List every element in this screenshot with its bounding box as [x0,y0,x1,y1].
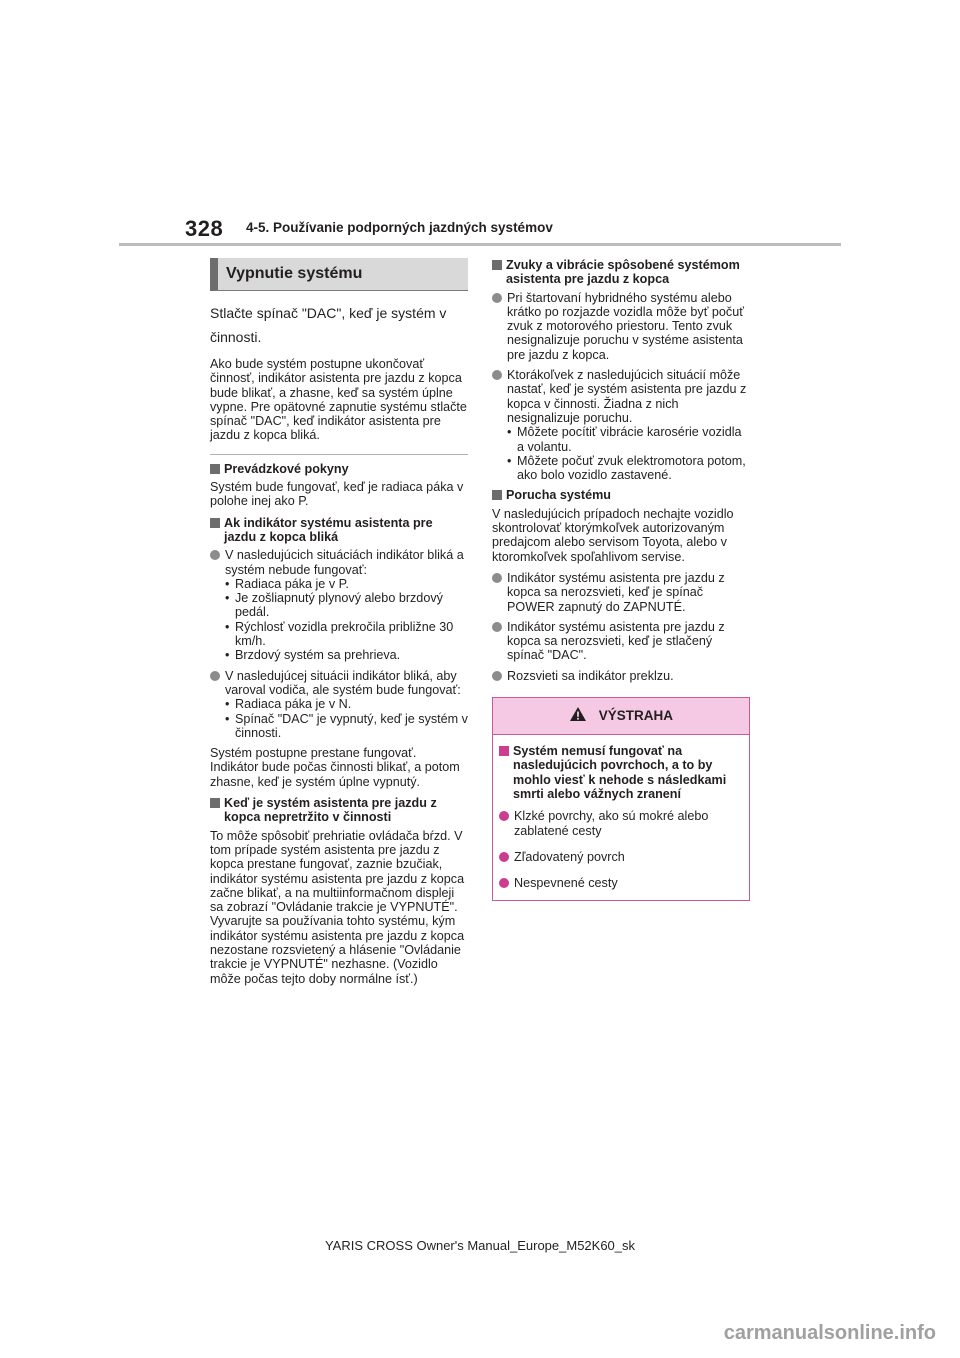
circle-bullet-icon [210,550,220,560]
square-bullet-icon [210,464,220,474]
footer-manual-id: YARIS CROSS Owner's Manual_Europe_M52K60_sk [324,1238,636,1253]
dash-item: • Brzdový systém sa prehrieva. [225,648,401,663]
circle-bullet-icon [492,370,502,380]
bullet-item: Ktorákoľvek z nasledujúcich situácií môže nastať, keď je systém asistenta pre jazdu z kopca v činnosti. Žiadna z nich nesignalizuje poruchu. • Môžete pocítiť vibrácie karosérie vozidla a volantu. • Môžete počuť zvuk elektromotora potom, ako bolo vozidlo zastavené. [492,368,750,482]
paragraph: Systém bude fungovať, keď je radiaca páka v polohe inej ako P. [210,480,464,509]
subheading-continuous-operation: Keď je systém asistenta pre jazdu z kopca nepretržito v činnosti [210,796,468,825]
circle-bullet-icon [499,852,509,862]
bullet-item: V nasledujúcich situáciách indikátor bliká a systém nebude fungovať: • Radiaca páka je v P. • Je zošliapnutý plynový alebo brzdový pedál. • Rýchlosť vozidla prekročila približne 30 km/h. • Brzdový systém sa prehrieva. [210,548,468,662]
dash-item: • Môžete počuť zvuk elektromotora potom, ako bolo vozidlo zastavené. [507,453,746,483]
bullet-item: V nasledujúcej situácii indikátor bliká, aby varoval vodiča, ale systém bude fungovať: • Radiaca páka je v N. • Spínač "DAC" je vypnutý, keď je systém v činnosti. [210,669,468,740]
section-title: 4-5. Používanie podporných jazdných systémov [246,220,553,235]
circle-bullet-icon [492,573,502,583]
warning-header [493,698,749,735]
warning-body [493,735,749,900]
page-number: 328 [185,216,224,241]
warning-triangle-icon [569,706,587,722]
circle-bullet-icon [492,622,502,632]
square-bullet-icon [210,518,220,528]
circle-bullet-icon [499,878,509,888]
circle-bullet-icon [492,293,502,303]
square-bullet-icon [492,490,502,500]
square-bullet-icon [210,798,220,808]
watermark-logo: carmanualsonline.info [723,1322,936,1344]
dash-item: • Môžete pocítiť vibrácie karosérie vozidla a volantu. [507,425,742,454]
dash-item: • Je zošliapnutý plynový alebo brzdový pedál. [225,591,443,620]
bullet-item: Pri štartovaní hybridného systému alebo krátko po rozjazde vozidla môže byť počuť zvuk z motorového priestoru. Tento zvuk nesignalizuje poruchu v systéme asistenta pre jazdu z kopca. [492,291,750,362]
dash-item: • Radiaca páka je v P. [225,576,349,591]
warning-item: Zľadovatený povrch [499,850,743,864]
warning-label: VÝSTRAHA [598,708,674,724]
dash-item: • Radiaca páka je v N. [225,697,352,712]
divider [210,454,468,455]
right-column [492,258,750,901]
intro-paragraph: Ako bude systém postupne ukončovať činnosť, indikátor asistenta pre jazdu z kopca bude blikať, a zhasne, keď sa systém úplne vypne. Pre opätovné zapnutie systému stlačte spínač "DAC", keď indikátor asistenta pre jazdu z kopca bliká. [210,357,467,443]
warning-item: Nespevnené cesty [499,876,743,890]
circle-bullet-icon [499,811,509,821]
bullet-item: Indikátor systému asistenta pre jazdu z kopca sa nerozsvieti, keď je stlačený spínač "DAC". [492,620,750,663]
paragraph: Systém postupne prestane fungovať. Indikátor bude počas činnosti blikať, a potom zhasne, keď je systém úplne vypnutý. [210,746,460,789]
subheading-indicator-flashes: Ak indikátor systému asistenta pre jazdu z kopca bliká [210,516,468,545]
warning-item: Klzké povrchy, ako sú mokré alebo zablatené cesty [499,809,743,838]
left-column [210,258,468,986]
subheading-operating-notes: Prevádzkové pokyny [210,462,468,476]
bullet-item: Indikátor systému asistenta pre jazdu z kopca sa nerozsvieti, keď je spínač POWER zapnutý do ZAPNUTÉ. [492,571,750,614]
circle-bullet-icon [210,671,220,681]
subheading-system-malfunction: Porucha systému [492,488,750,502]
header-rule [119,243,841,246]
subheading-sounds-vibrations: Zvuky a vibrácie spôsobené systémom asistenta pre jazdu z kopca [492,258,750,287]
section-heading: Vypnutie systému [210,258,468,291]
warning-box [492,697,750,901]
paragraph: V nasledujúcich prípadoch nechajte vozidlo skontrolovať ktorýmkoľvek autorizovaným predajcom alebo servisom Toyota, alebo v ktoromkoľvek spoľahlivom servise. [492,506,734,564]
circle-bullet-icon [492,671,502,681]
warning-title: Systém nemusí fungovať na nasledujúcich povrchoch, a to by mohlo viesť k nehode s následkami smrti alebo vážnych zranení [499,744,743,801]
intro-instruction: Stlačte spínač "DAC", keď je systém v činnosti. [210,305,447,345]
square-bullet-icon [499,746,509,756]
dash-item: • Rýchlosť vozidla prekročila približne 30 km/h. [225,619,454,649]
bullet-item: Rozsvieti sa indikátor preklzu. [492,669,750,683]
paragraph: To môže spôsobiť prehriatie ovládača bŕzd. V tom prípade systém asistenta pre jazdu z kopca prestane fungovať, zaznie bzučiak, indikátor systému asistenta pre jazdu z kopca začne blikať, a na multiinformačnom displeji sa zobrazí "Ovládanie trakcie je VYPNUTÉ". Vyvarujte sa používania tohto systému, kým indikátor systému asistenta pre jazdu z kopca nezostane rozsvietený a hlásenie "Ovládanie trakcie je VYPNUTÉ" nezhasne. (Vozidlo môže počas tejto doby normálne ísť.) [210,828,465,986]
square-bullet-icon [492,260,502,270]
dash-item: • Spínač "DAC" je vypnutý, keď je systém v činnosti. [225,711,468,740]
